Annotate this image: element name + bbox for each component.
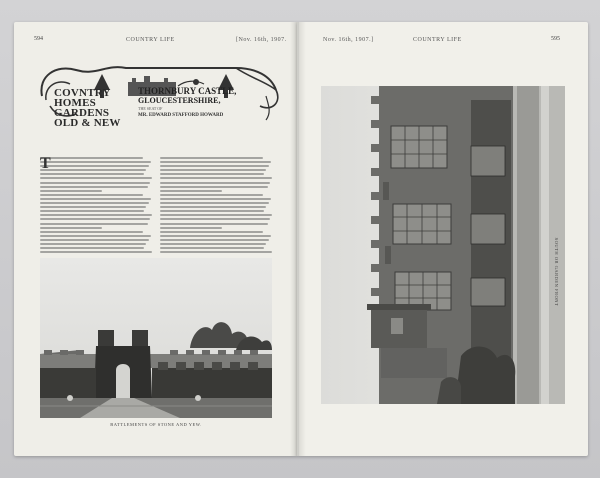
body-text-line — [160, 198, 271, 200]
body-text-line — [40, 194, 143, 196]
body-text-line — [160, 223, 268, 225]
body-text-line — [40, 202, 149, 204]
left-page — [14, 22, 297, 456]
body-text-line — [40, 218, 150, 220]
body-text-line — [40, 198, 151, 200]
body-text-line — [160, 243, 266, 245]
article-location: GLOUCESTERSHIRE, — [138, 96, 221, 105]
body-text-line — [160, 190, 222, 192]
magazine-spread — [14, 22, 588, 456]
right-page — [297, 22, 588, 456]
body-text-line — [160, 186, 268, 188]
body-text-line — [160, 218, 270, 220]
article-owner: MR. EDWARD STAFFORD HOWARD — [138, 113, 224, 118]
castle-photo — [321, 86, 565, 404]
body-text-line — [160, 247, 264, 249]
body-text-line — [160, 194, 263, 196]
right-date: Nov. 16th, 1907.] — [323, 37, 374, 43]
body-text-line — [160, 177, 272, 179]
body-text-line — [40, 214, 152, 216]
body-text-line — [160, 165, 269, 167]
right-page-number: 595 — [551, 36, 560, 42]
body-text-line — [40, 239, 149, 241]
garden-photo — [40, 258, 272, 418]
body-text-line — [160, 210, 264, 212]
left-page-number: 594 — [34, 36, 43, 42]
body-text-line — [40, 186, 148, 188]
body-text-line — [160, 214, 272, 216]
left-date: [Nov. 16th, 1907. — [236, 37, 287, 43]
left-running-head: COUNTRY LIFE — [126, 37, 175, 43]
body-text-line — [40, 210, 144, 212]
text-column-left — [40, 157, 152, 269]
text-column-right — [160, 157, 272, 269]
right-running-head: COUNTRY LIFE — [413, 37, 462, 43]
body-text-line — [160, 169, 266, 171]
body-text-line — [40, 227, 102, 229]
masthead-line-2: HOMES — [54, 97, 96, 109]
body-text-line — [40, 177, 152, 179]
article-seat-of: THE SEAT OF — [138, 106, 163, 111]
body-text-line — [160, 157, 263, 159]
article-title: THORNBURY CASTLE, — [138, 86, 237, 96]
body-text-line — [40, 173, 144, 175]
masthead-line-4: OLD & NEW — [54, 117, 121, 129]
masthead-line-3: GARDENS — [54, 107, 110, 119]
body-text-line — [40, 161, 151, 163]
body-text-line — [160, 182, 270, 184]
garden-photo-caption: BATTLEMENTS OF STONE AND YEW. — [110, 422, 202, 427]
body-text-line — [40, 251, 152, 253]
body-text-line — [160, 235, 271, 237]
body-text-line — [40, 157, 143, 159]
masthead-line-1: COVNTRY — [54, 87, 111, 99]
body-text-line — [40, 247, 144, 249]
body-text-line — [160, 173, 264, 175]
body-text-line — [40, 231, 143, 233]
body-text-line — [160, 161, 271, 163]
body-text-line — [40, 165, 149, 167]
body-text-line — [160, 227, 222, 229]
body-text-line — [40, 169, 146, 171]
body-text-line — [40, 206, 146, 208]
article-heading — [138, 86, 278, 119]
body-text-line — [160, 202, 269, 204]
body-text-line — [160, 206, 266, 208]
body-text-line — [160, 231, 263, 233]
body-text-line — [40, 182, 150, 184]
drop-cap: T — [40, 157, 51, 172]
body-text-line — [40, 190, 102, 192]
body-text-line — [40, 223, 148, 225]
body-text-line — [160, 239, 269, 241]
body-text-line — [40, 243, 146, 245]
masthead-title — [54, 88, 134, 128]
body-text-line — [40, 235, 151, 237]
castle-photo-caption: SOUTH OR GARDEN FRONT — [554, 237, 559, 307]
body-text-line — [160, 251, 272, 253]
